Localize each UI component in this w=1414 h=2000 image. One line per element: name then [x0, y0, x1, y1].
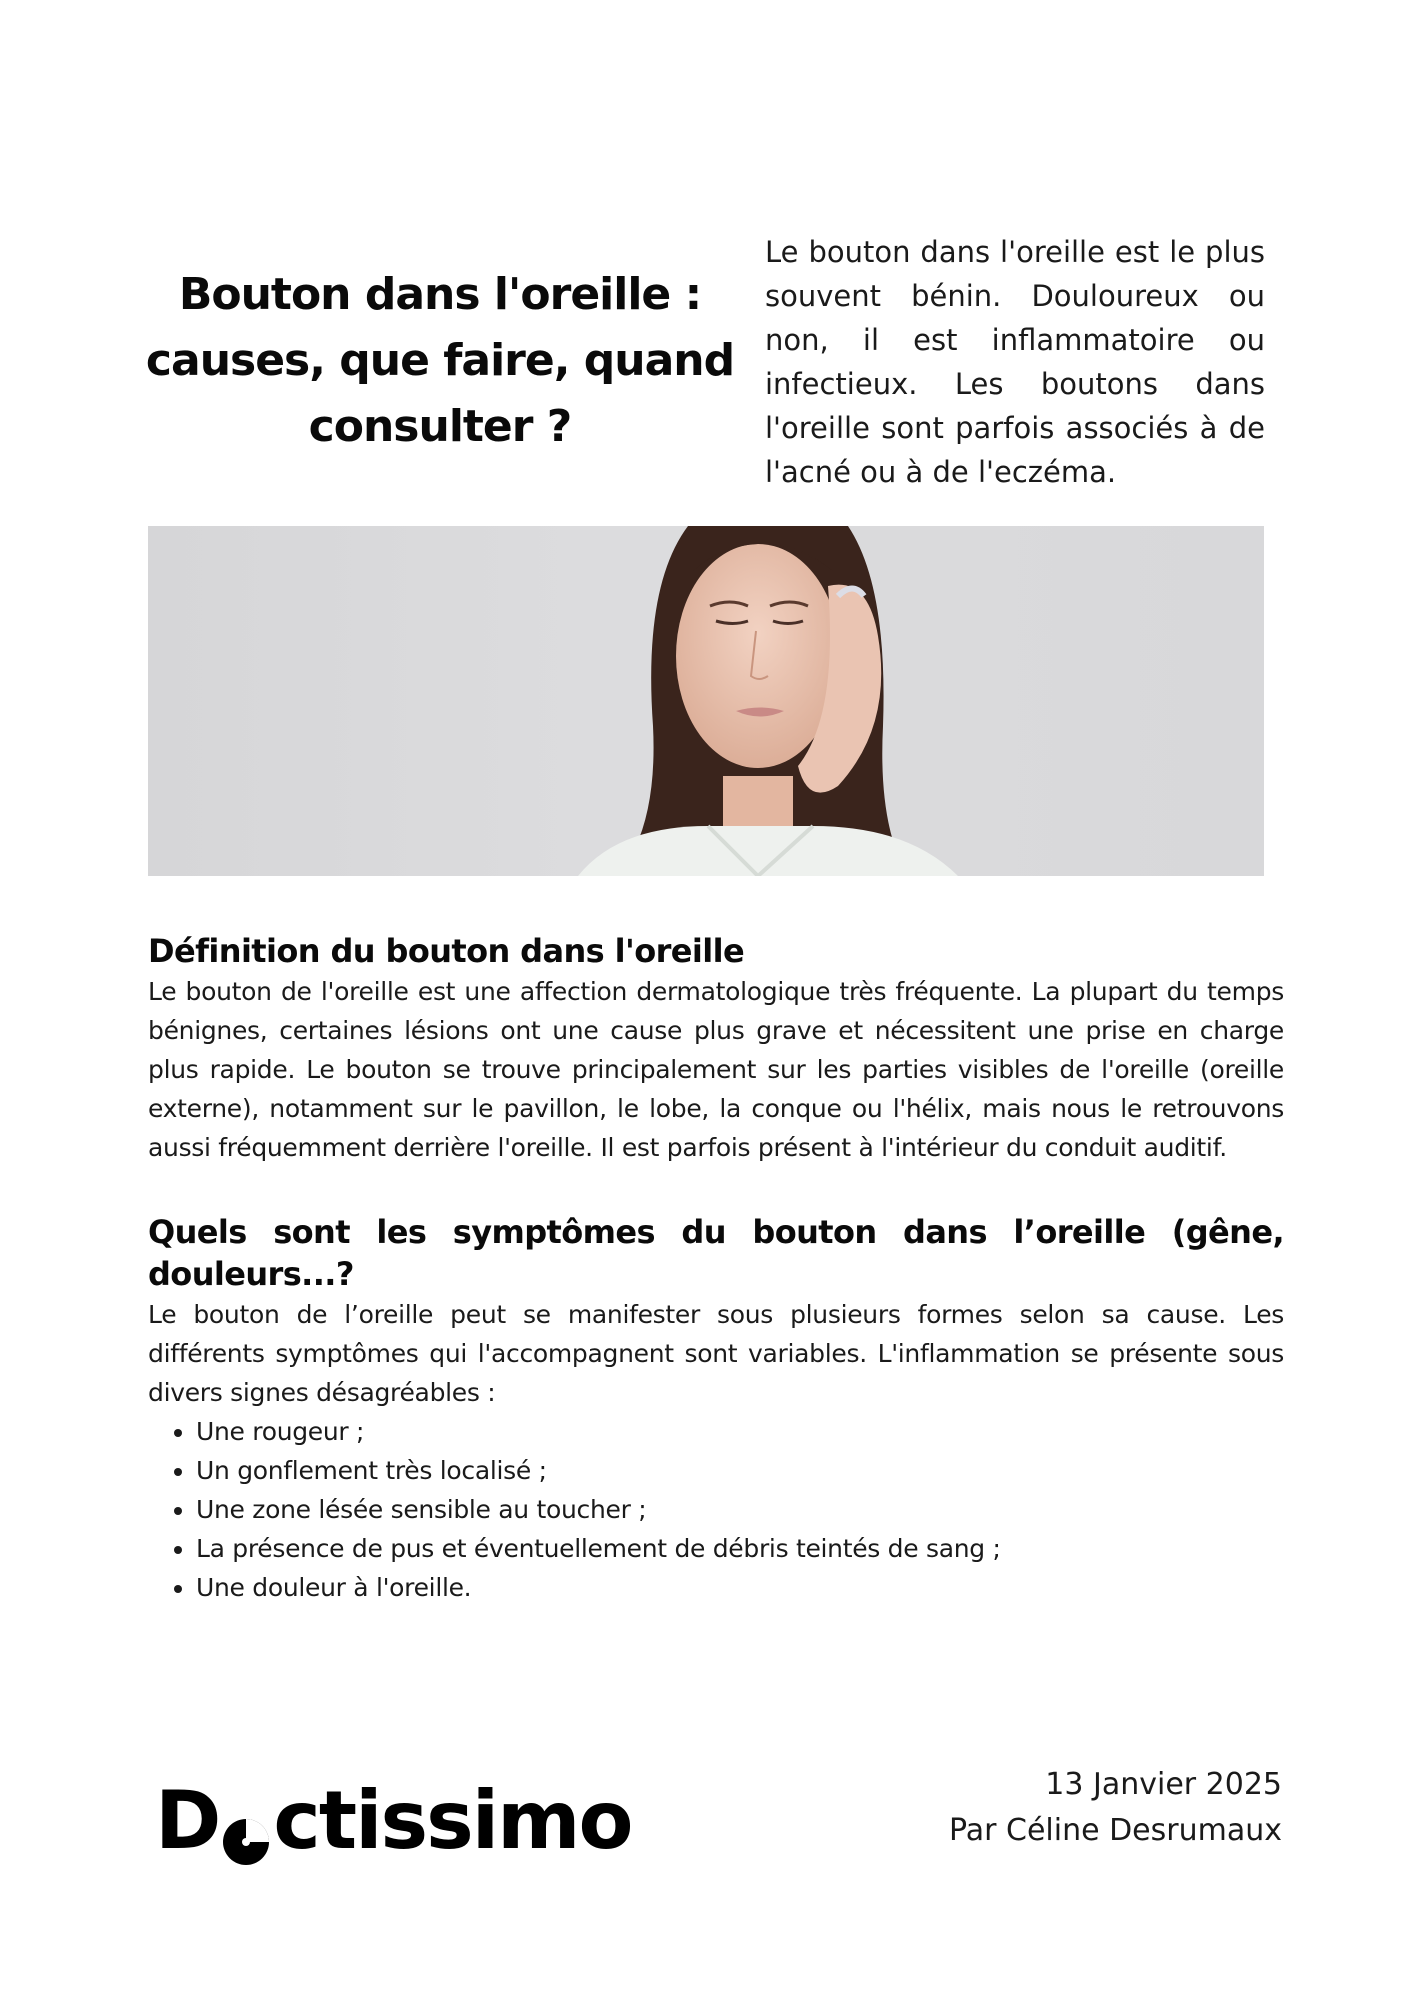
- list-item: • Une zone lésée sensible au toucher ;: [196, 1490, 1284, 1529]
- author-byline: Par Céline Desrumaux: [949, 1813, 1282, 1848]
- face-shape: [676, 544, 840, 768]
- list-item: • Une douleur à l'oreille.: [196, 1568, 1284, 1607]
- definition-section: [148, 930, 1284, 1167]
- hero-image: [148, 526, 1264, 876]
- article-meta: [949, 1762, 1282, 1854]
- logo-text-end: ctissimo: [273, 1773, 632, 1867]
- definition-heading: Définition du bouton dans l'oreille: [148, 932, 745, 970]
- list-item: • Un gonflement très localisé ;: [196, 1451, 1284, 1490]
- article-body: [148, 930, 1284, 1607]
- publish-date: 13 Janvier 2025: [1045, 1767, 1282, 1802]
- symptoms-heading: Quels sont les symptômes du bouton dans l’oreille (gêne, douleurs...?: [148, 1213, 1284, 1293]
- article-title: Bouton dans l'oreille : causes, que faire, quand consulter ?: [145, 269, 735, 452]
- article-intro: Le bouton dans l'oreille est le plus souvent bénin. Douloureux ou non, il est inflammatoire ou infectieux. Les boutons dans l'oreille sont parfois associés à de l'acné ou à de l'eczéma.: [765, 235, 1265, 489]
- doctissimo-logo: [155, 1770, 631, 1870]
- symptoms-paragraph: Le bouton de l’oreille peut se manifester sous plusieurs formes selon sa cause. Les différents symptômes qui l'accompagnent sont variables. L'inflammation se présente sous divers signes désagréables :: [148, 1300, 1284, 1407]
- list-item: • Une rougeur ;: [196, 1412, 1284, 1451]
- woman-ear-pain-illustration: [148, 526, 1264, 876]
- logo-text-start: D: [155, 1773, 220, 1867]
- definition-paragraph: Le bouton de l'oreille est une affection dermatologique très fréquente. La plupart du temps bénignes, certaines lésions ont une cause plus grave et nécessitent une prise en charge plus rapide. Le bouton se trouve principalement sur les parties visibles de l'oreille (oreille externe), notamment sur le pavillon, le lobe, la conque ou l'hélix, mais nous le retrouvons aussi fréquemment derrière l'oreille. Il est parfois présent à l'intérieur du conduit auditif.: [148, 977, 1284, 1162]
- list-item: • La présence de pus et éventuellement de débris teintés de sang ;: [196, 1529, 1284, 1568]
- symptoms-section: [148, 1211, 1284, 1607]
- logo-o-icon: [221, 1795, 271, 1853]
- symptoms-list: [148, 1412, 1284, 1607]
